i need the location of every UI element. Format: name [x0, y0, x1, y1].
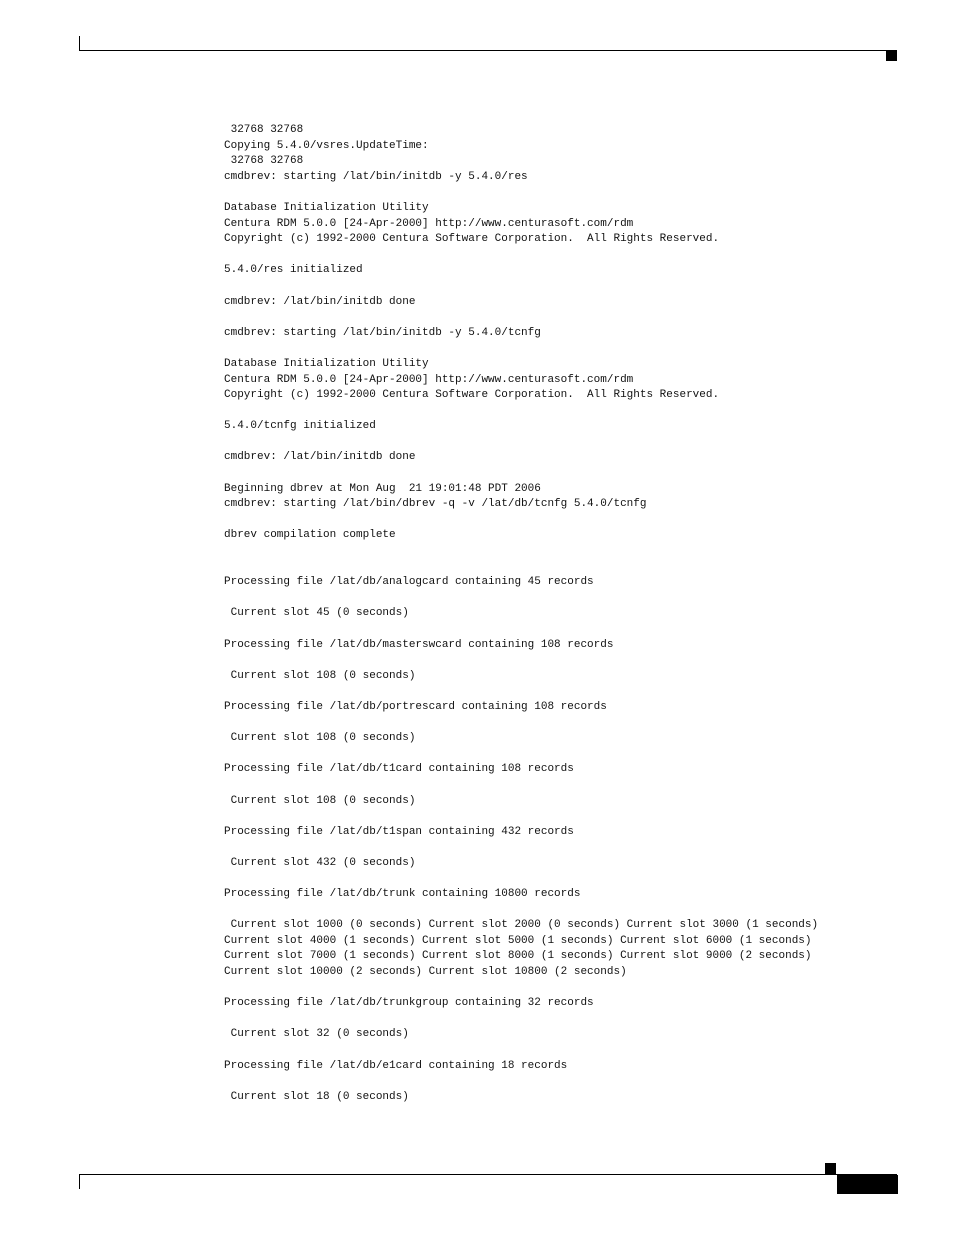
blank-line: [224, 466, 818, 482]
console-line: dbrev compilation complete: [224, 529, 396, 542]
blank-line: [224, 778, 818, 794]
footer-page-tab: [837, 1175, 898, 1194]
blank-line: [224, 1043, 818, 1059]
console-line: Current slot 1000 (0 seconds) Current slot 2000 (0 seconds) Current slot 3000 (1 seconds): [224, 919, 819, 932]
blank-line: [224, 981, 818, 997]
header-rule-vertical: [79, 36, 80, 51]
console-output: [224, 123, 818, 1105]
console-line: 5.4.0/tcnfg initialized: [224, 420, 376, 433]
console-line: Current slot 18 (0 seconds): [224, 1090, 409, 1103]
console-line: Processing file /lat/db/e1card containing 18 records: [224, 1059, 568, 1072]
console-line: cmdbrev: starting /lat/bin/dbrev -q -v /lat/db/tcnfg 5.4.0/tcnfg: [224, 498, 647, 511]
blank-line: [224, 747, 818, 763]
console-line: Beginning dbrev at Mon Aug 21 19:01:48 PDT 2006: [224, 482, 541, 495]
console-line: Current slot 432 (0 seconds): [224, 856, 416, 869]
console-line: 32768 32768: [224, 155, 304, 168]
blank-line: [224, 248, 818, 264]
console-line: Processing file /lat/db/t1card containing 108 records: [224, 763, 574, 776]
blank-line: [224, 872, 818, 888]
blank-line: [224, 185, 818, 201]
console-line: Centura RDM 5.0.0 [24-Apr-2000] http://www.centurasoft.com/rdm: [224, 373, 634, 386]
blank-line: [224, 1074, 818, 1090]
blank-line: [224, 591, 818, 607]
blank-line: [224, 653, 818, 669]
console-line: Processing file /lat/db/masterswcard containing 108 records: [224, 638, 614, 651]
footer-marker-block: [825, 1163, 836, 1174]
console-line: Centura RDM 5.0.0 [24-Apr-2000] http://www.centurasoft.com/rdm: [224, 217, 634, 230]
blank-line: [224, 279, 818, 295]
console-line: Processing file /lat/db/t1span containing 432 records: [224, 825, 574, 838]
blank-line: [224, 1012, 818, 1028]
footer-rule-vertical: [79, 1174, 80, 1189]
console-line: Database Initialization Utility: [224, 201, 429, 214]
console-line: cmdbrev: starting /lat/bin/initdb -y 5.4.0/res: [224, 170, 528, 183]
footer-rule: [79, 1174, 897, 1175]
blank-line: [224, 622, 818, 638]
console-line: Processing file /lat/db/trunkgroup containing 32 records: [224, 997, 594, 1010]
blank-line: [224, 716, 818, 732]
blank-line: [224, 544, 818, 560]
console-line: Copyright (c) 1992-2000 Centura Software Corporation. All Rights Reserved.: [224, 389, 720, 402]
blank-line: [224, 404, 818, 420]
blank-line: [224, 435, 818, 451]
console-line: Database Initialization Utility: [224, 357, 429, 370]
console-line: Current slot 108 (0 seconds): [224, 669, 416, 682]
console-line: Processing file /lat/db/portrescard containing 108 records: [224, 700, 607, 713]
blank-line: [224, 840, 818, 856]
console-line: Copying 5.4.0/vsres.UpdateTime:: [224, 139, 429, 152]
console-line: 32768 32768: [224, 124, 304, 136]
blank-line: [224, 903, 818, 919]
console-line: Current slot 7000 (1 seconds) Current slot 8000 (1 seconds) Current slot 9000 (2 seconds): [224, 950, 812, 963]
console-line: Current slot 108 (0 seconds): [224, 732, 416, 745]
console-line: Current slot 10000 (2 seconds) Current slot 10800 (2 seconds): [224, 966, 627, 979]
console-line: Current slot 45 (0 seconds): [224, 607, 409, 620]
console-line: Current slot 4000 (1 seconds) Current slot 5000 (1 seconds) Current slot 6000 (1 seconds): [224, 934, 812, 947]
blank-line: [224, 560, 818, 576]
console-line: cmdbrev: /lat/bin/initdb done: [224, 295, 416, 308]
console-line: Current slot 108 (0 seconds): [224, 794, 416, 807]
header-corner-block: [886, 51, 897, 61]
blank-line: [224, 684, 818, 700]
console-line: Current slot 32 (0 seconds): [224, 1028, 409, 1041]
blank-line: [224, 513, 818, 529]
blank-line: [224, 310, 818, 326]
console-line: Copyright (c) 1992-2000 Centura Software Corporation. All Rights Reserved.: [224, 233, 720, 246]
console-line: cmdbrev: starting /lat/bin/initdb -y 5.4.0/tcnfg: [224, 326, 541, 339]
console-line: Processing file /lat/db/analogcard containing 45 records: [224, 576, 594, 589]
blank-line: [224, 809, 818, 825]
blank-line: [224, 341, 818, 357]
console-line: Processing file /lat/db/trunk containing 10800 records: [224, 888, 581, 901]
console-line: 5.4.0/res initialized: [224, 264, 363, 277]
header-rule: [79, 50, 897, 51]
console-line: cmdbrev: /lat/bin/initdb done: [224, 451, 416, 464]
